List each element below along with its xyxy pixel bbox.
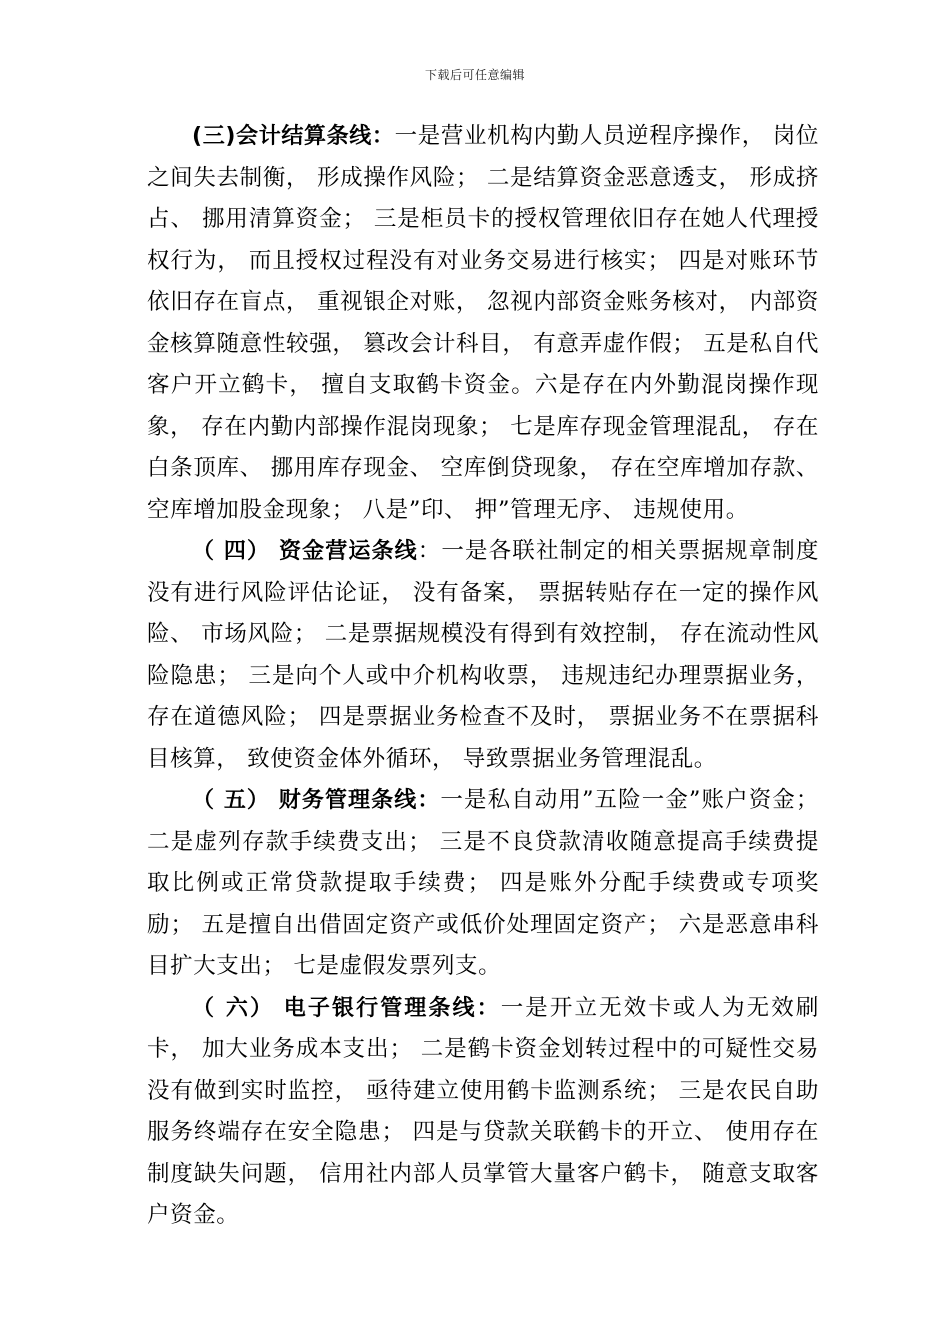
paragraph-heading: （ 四） 资金营运条线: [192, 539, 418, 564]
paragraph-text: 一是开立无效卡或人为无效刷卡， 加大业务成本支出； 二是鹤卡资金划转过程中的可疑性交易没有做到实时监控， 亟待建立使用鹤卡监测系统； 三是农民自助服务终端存在安全隐患； 四是与贷款关联鹤卡的开立、 使用存在制度缺失问题， 信用社内部人员掌管大量客户鹤卡， 随意支取客户资金。: [147, 994, 819, 1228]
paragraph-heading: （ 五） 财务管理条线：: [192, 788, 441, 813]
paragraph-heading: （ 六） 电子银行管理条线：: [192, 995, 501, 1021]
paragraph-text: 一是营业机构内勤人员逆程序操作， 岗位之间失去制衡， 形成操作风险； 二是结算资金恶意透支， 形成挤占、 挪用清算资金； 三是柜员卡的授权管理依旧存在她人代理授权行为， 而且授权过程没有对业务交易进行核实； 四是对账环节依旧存在盲点， 重视银企对账， 忽视内部资金账务核对， 内部资金核算随意性较强， 篡改会计科目， 有意弄虚作假； 五是私自代客户开立鹤卡， 擅自支取鹤卡资金。六是存在内外勤混岗操作现象， 存在内勤内部操作混岗现象； 七是库存现金管理混乱， 存在白条顶库、 挪用库存现金、 空库倒贷现象， 存在空库增加存款、 空库增加股金现象； 八是”印、 押”管理无序、 违规使用。: [147, 123, 819, 523]
paragraph-text: 一是私自动用”五险一金”账户资金； 二是虚列存款手续费支出； 三是不良贷款清收随意提高手续费提取比例或正常贷款提取手续费； 四是账外分配手续费或专项奖励； 五是擅自出借固定资产或低价处理固定资产； 六是恶意串科目扩大支出； 七是虚假发票列支。: [147, 787, 819, 979]
paragraph-accounting-settlement: [147, 116, 819, 531]
header-note: 下载后可任意编辑: [424, 68, 525, 82]
paragraph-fund-operation: [147, 531, 819, 780]
document-body: [147, 116, 819, 1237]
paragraph-heading: (三)会计结算条线：: [192, 124, 395, 149]
paragraph-financial-management: [147, 780, 819, 988]
paragraph-text: ：一是各联社制定的相关票据规章制度没有进行风险评估论证， 没有备案， 票据转贴存在一定的操作风险、 市场风险； 二是票据规模没有得到有效控制， 存在流动性风险隐患； 三是向个人或中介机构收票， 违规违纪办理票据业务， 存在道德风险； 四是票据业务检查不及时， 票据业务不在票据科目核算， 致使资金体外循环， 导致票据业务管理混乱。: [147, 538, 820, 772]
paragraph-e-banking: [147, 988, 819, 1237]
